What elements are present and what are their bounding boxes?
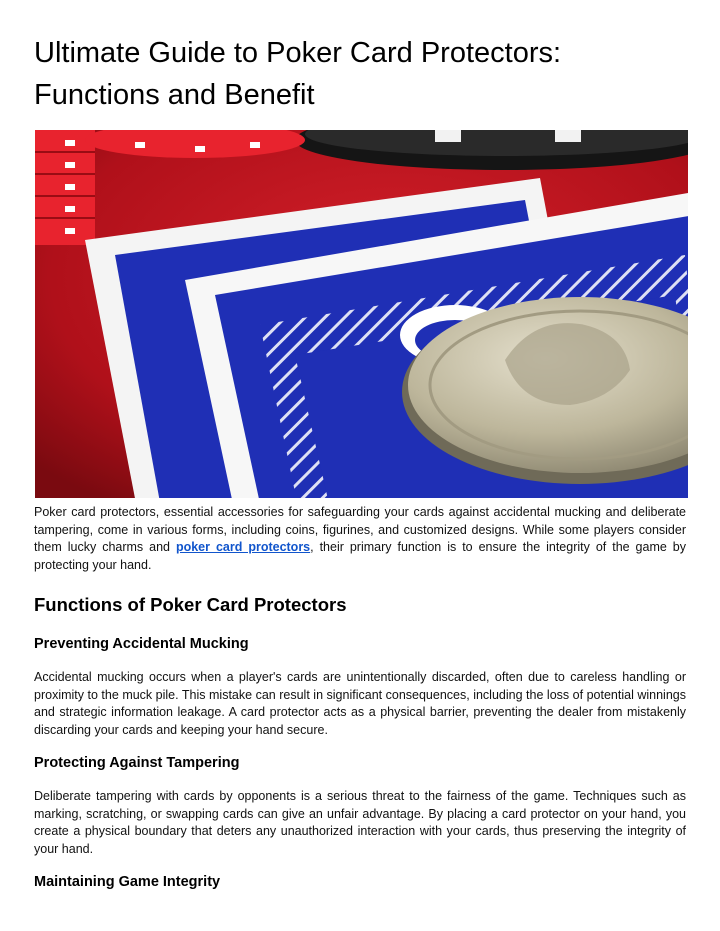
intro-paragraph — [34, 504, 686, 574]
tampering-paragraph: Deliberate tampering with cards by opponents is a serious threat to the fairness of the game. Techniques such as marking, scratching, or swapping cards can give an unfair advantage. By placing a card protector on your hand, you create a physical boundary that deters any unauthorized interaction with your cards, thus preserving the integrity of your hand. — [34, 789, 686, 856]
intro-text-after: , their primary function is to ensure the integrity of the game by protecting your hand. — [34, 540, 686, 572]
poker-card-protectors-link[interactable]: poker card protectors — [175, 540, 311, 554]
functions-heading: Functions of Poker Card Protectors — [34, 594, 347, 615]
mucking-heading: Preventing Accidental Mucking — [34, 636, 249, 652]
poker-cards-and-coin-photo — [35, 130, 688, 498]
intro-text-before: Poker card protectors, essential accessories for safeguarding your cards against accidental mucking and deliberate tampering, come in various forms, including coins, figurines, and customized designs. While some players consider them lucky charms and — [34, 505, 686, 554]
tampering-heading: Protecting Against Tampering — [34, 755, 240, 771]
page-title: Ultimate Guide to Poker Card Protectors: Functions and Benefit — [34, 37, 562, 111]
integrity-heading: Maintaining Game Integrity — [34, 874, 221, 890]
mucking-paragraph: Accidental mucking occurs when a player's cards are unintentionally discarded, often due to careless handling or proximity to the muck pile. This mistake can result in significant consequences, including the loss of potential winnings and strategic information leakage. A card protector acts as a physical barrier, preventing the dealer from mistakenly discarding your cards and keeping your hand secure. — [34, 670, 686, 737]
